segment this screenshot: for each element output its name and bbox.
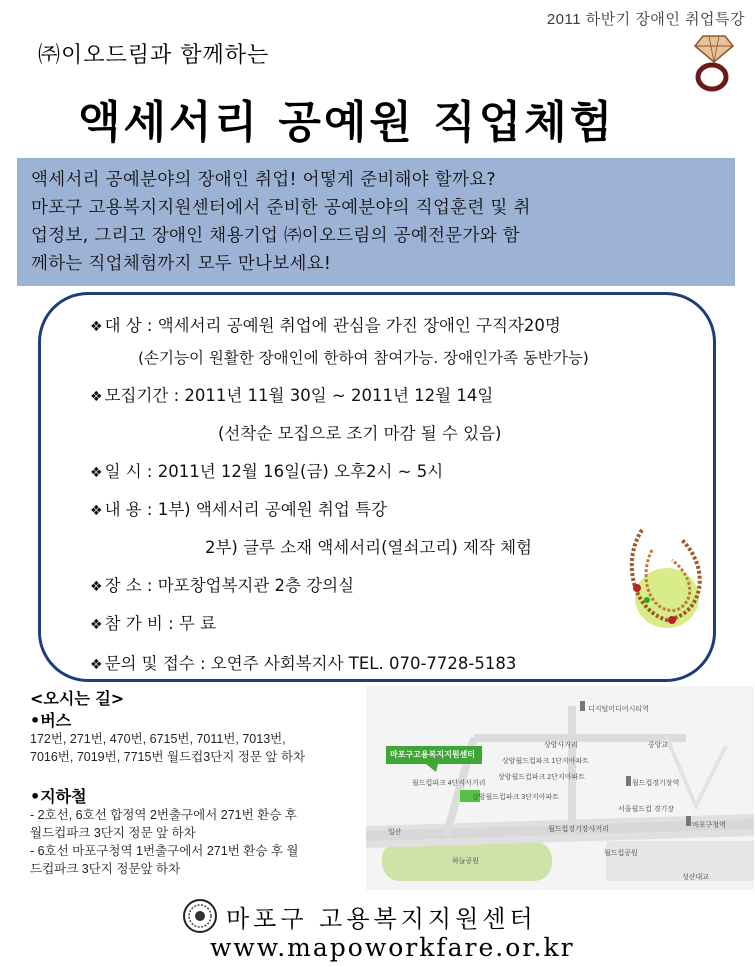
map-label: 상암사거리 (544, 742, 578, 749)
intro-line: 께하는 직업체험까지 모두 만나보세요! (31, 254, 332, 274)
bullet-icon: ❖ (90, 319, 103, 335)
website-url[interactable]: www.mapoworkfare.or.kr (210, 933, 575, 962)
info-period: ❖ 모집기간 : 2011년 11월 30일 ~ 2011년 12월 14일 (90, 386, 494, 405)
subway-title: •지하철 (30, 787, 87, 806)
page-title: 액세서리 공예원 직업체험 (78, 97, 616, 148)
info-contact: ❖ 문의 및 접수 : 오연주 사회복지사 TEL. 070-7728-5183 (90, 654, 517, 673)
subway-line: - 2호선, 6호선 합정역 2번출구에서 271번 환승 후 (30, 808, 297, 822)
map-label: 성산대교 (682, 874, 710, 881)
subtitle: ㈜이오드림과 함께하는 (38, 43, 270, 68)
bullet-icon: ❖ (90, 389, 103, 405)
bus-line: 172번, 271번, 470번, 6715번, 7011번, 7013번, (30, 732, 286, 746)
intro-line: 업정보, 그리고 장애인 채용기업 ㈜이오드림의 공예전문가와 함 (31, 226, 520, 246)
map-label: 디지털미디어시티역 (588, 706, 649, 713)
info-date: ❖ 일 시 : 2011년 12월 16일(금) 오후2시 ~ 5시 (90, 462, 444, 481)
intro-line: 액세서리 공예분야의 장애인 취업! 어떻게 준비해야 할까요? (31, 170, 496, 190)
subway-line: 드컵파크 3단지 정문앞 하차 (30, 862, 181, 876)
intro-box (17, 158, 735, 286)
map-label: 상암월드컵파크 2단지아파트 (498, 774, 585, 781)
map-label: 서울월드컵 경기장 (618, 806, 675, 813)
diamond-ring-icon (689, 32, 739, 92)
bullet-icon: ❖ (90, 465, 103, 481)
bus-title: •버스 (30, 711, 72, 730)
map-label: 월드컵공원 (604, 850, 638, 857)
bullet-icon: ❖ (90, 657, 103, 673)
map-label: 상암월드컵파크 1단지아파트 (502, 758, 589, 765)
bullet-icon: ❖ (90, 617, 103, 633)
map-roads (366, 686, 754, 890)
map-label: 마포구청역 (692, 822, 726, 829)
event-banner: 2011 하반기 장애인 취업특강 (546, 11, 745, 28)
directions-title: <오시는 길> (30, 689, 125, 708)
info-content: ❖ 내 용 : 1부) 액세서리 공예원 취업 특강 (90, 500, 387, 519)
map-label: 월드컵경기장역 (632, 780, 680, 787)
bus-line: 7016번, 7019번, 7715번 월드컵3단지 정문 앞 하차 (30, 750, 306, 764)
info-period-note: (선착순 모집으로 조기 마감 될 수 있음) (218, 424, 502, 443)
info-content-2: 2부) 글루 소재 액세서리(열쇠고리) 제작 체험 (205, 538, 532, 557)
intro-line: 마포구 고용복지지원센터에서 준비한 공예분야의 직업훈련 및 취 (31, 198, 531, 218)
map-label: 일산 (388, 829, 402, 836)
map-label: 중앙교 (648, 742, 669, 749)
subway-line: 월드컵파크 3단지 정문 앞 하차 (30, 826, 196, 840)
info-target-note: (손기능이 원활한 장애인에 한하여 참여가능. 장애인가족 동반가능) (138, 349, 589, 367)
location-map (366, 686, 754, 890)
organization-name: 마포구 고용복지지원센터 (226, 905, 537, 933)
info-place: ❖ 장 소 : 마포창업복지관 2층 강의실 (90, 576, 355, 595)
necklace-icon (612, 520, 722, 640)
map-label: 월드컵경기장사거리 (548, 826, 609, 833)
subway-line: - 6호선 마포구청역 1번출구에서 271번 환승 후 월 (30, 844, 299, 858)
info-fee: ❖ 참 가 비 : 무 료 (90, 614, 217, 633)
map-label: 상암월드컵파크 3단지아파트 (472, 794, 559, 801)
district-seal-icon (182, 898, 218, 934)
map-label: 하늘공원 (452, 858, 480, 865)
bullet-icon: ❖ (90, 503, 103, 519)
info-target: ❖ 대 상 : 액세서리 공예원 취업에 관심을 가진 장애인 구직자20명 (90, 316, 561, 335)
map-label: 월드컵파크 4단지사거리 (412, 780, 486, 787)
map-center-label: 마포구고용복지지원센터 (390, 750, 476, 759)
bullet-icon: ❖ (90, 579, 103, 595)
